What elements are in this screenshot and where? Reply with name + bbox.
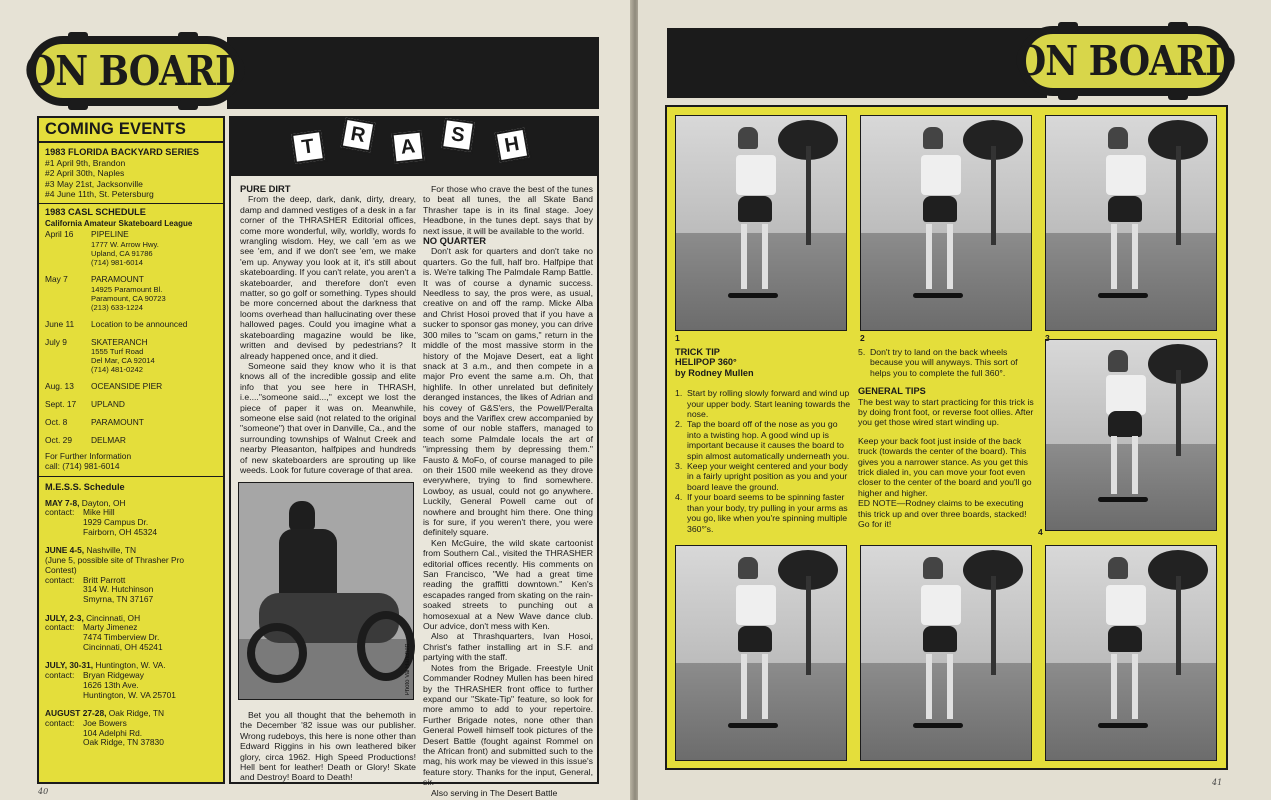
event-address: 1555 Turf Road: [91, 347, 144, 357]
casl-schedule: 1983 CASL SCHEDULE California Amateur Skateboard League April 16 PIPELINE 1777 W. Arrow Hwy. Upland, CA 91786 (714) 981-6014 May 7 PARAMOUNT 14925 Paramount Bl. Paramount, CA 90723 (213) 633-1224 June 11 Location to be announced July 9 SKATERANCH 1555 Turf Road Del Mar, CA 92014 (714) 481-0242 Aug. 13 OCEANSIDE PIER Sept. 17 UPLAND Oct. 8 PARAMOUNT Oct. 29 DELMAR For Further Information call: (714) 981-6014: [39, 204, 223, 477]
event-date: JULY, 30-31,: [45, 660, 94, 671]
contact-address: 1929 Campus Dr.: [83, 517, 149, 527]
page-number-left: 40: [38, 787, 49, 796]
event-place: Dayton, OH: [81, 497, 126, 508]
header-bar: [227, 37, 599, 109]
mess-event: [45, 499, 217, 538]
casl-event: [45, 320, 217, 330]
header-bar-right: [667, 28, 1047, 98]
event-date: Sept. 17: [45, 399, 77, 410]
event-name: PARAMOUNT: [91, 273, 144, 284]
contact-name: Britt Parrott: [83, 574, 126, 585]
contact-label: contact:: [45, 717, 75, 728]
photo-number-4: 4: [1038, 527, 1043, 537]
event-place: Nashville, TN: [86, 545, 137, 556]
mess-event: [45, 709, 217, 748]
on-board-logo-right: [1014, 26, 1236, 96]
mess-event: [45, 661, 217, 700]
sequence-photo-4: [1045, 339, 1217, 531]
event-name: Location to be announced: [91, 318, 188, 329]
event-address: 14925 Paramount Bl.: [91, 284, 163, 294]
left-page: [0, 0, 632, 800]
event-date: June 11: [45, 318, 75, 329]
event-date: MAY 7-8,: [45, 497, 80, 508]
trash-letter-tile: R: [341, 118, 376, 153]
trash-letter-tile: T: [291, 130, 325, 164]
event-address: Upland, CA 91786: [91, 248, 153, 258]
event-name: UPLAND: [91, 399, 125, 410]
event-address: (714) 981-6014: [91, 257, 143, 267]
event-date: Oct. 29: [45, 435, 72, 446]
trick-step: 2. Tap the board off of the nose as you go into a twisting hop. A good wind up is important because it causes the board to spin almost automatically underneath you.: [675, 419, 850, 461]
event-name: OCEANSIDE PIER: [91, 381, 163, 392]
event-date: July 9: [45, 336, 67, 347]
sequence-photo-2: [860, 115, 1032, 331]
logo-text-right: ON BOARD: [1014, 36, 1236, 86]
page-number-right: 41: [1212, 778, 1223, 787]
on-board-logo: [24, 36, 246, 106]
event-place: Huntington, W. VA.: [95, 660, 166, 671]
event-date: AUGUST 27-28,: [45, 708, 107, 719]
event-date: JUNE 4-5,: [45, 545, 85, 556]
event-place: Cincinnati, OH: [86, 612, 141, 623]
event-name: DELMAR: [91, 435, 126, 446]
event-name: PIPELINE: [91, 228, 129, 239]
event-date: JULY, 2-3,: [45, 612, 84, 623]
contact-name: Joe Bowers: [83, 717, 127, 728]
trash-col-1-bottom: Bet you all thought that the behemoth in the December '82 issue was our publisher. Wrong rudeboys, this here is none other than Edward Riggins in his own leathered biker glory, circa 1962. High Speed Productions! Hell bent for leather! Death or Glory! Skate and Destroy! Board to Death!: [240, 710, 416, 783]
mess-event: [45, 546, 217, 604]
contact-label: contact:: [45, 622, 75, 633]
trick-step: 3. Keep your weight centered and your body in a fairly upright position as you and your board leave the ground.: [675, 461, 848, 492]
contact-address: Cincinnati, OH 45241: [83, 641, 163, 652]
event-address: 1777 W. Arrow Hwy.: [91, 239, 159, 249]
photo-number-3: 3: [1045, 333, 1050, 343]
contact-address: 1626 13th Ave.: [83, 679, 139, 690]
casl-event: [45, 418, 217, 428]
trash-letter-tile: H: [495, 128, 530, 163]
event-address: (714) 481-0242: [91, 365, 143, 375]
trick-tip-steps: TRICK TIP HELIPOP 360° by Rodney Mullen 1. Start by rolling slowly forward and wind up your upper body. Start leaning towards the nose. 2. Tap the board off of the nose as you go into a twisting hop. A good wind up is important because it causes the board to spin almost automatically underneath you. 3. Keep your weight centered and your body in a fairly upright position as you and your board leave the ground. 4. If your board seems to be spinning faster than your body, try pulling in your arms as you go, like when you're spinning multiple 360°'s.: [675, 347, 851, 534]
sequence-photo-7: [1045, 545, 1217, 761]
coming-events-title: COMING EVENTS: [39, 118, 223, 143]
event-date: Aug. 13: [45, 381, 74, 392]
trash-col-1: PURE DIRT From the deep, dark, dank, dirty, dreary, damp and damned vestiges of a desk in a far corner of the THRASHER Editorial offices, come more wonderful, wily, worldly, words fo wrangling wisdom. Hey, we call 'em as we see 'em, and if we don't see 'em, we make 'em up. Anyway you look at it, it's still about skateboarding. If you can't relate, you aren't a skateboarder, and therefore don't even matter, so go golf or something. Types should be more concerned about the darkness that looms overhead than hallucinating over these hallowed pages. Could you imagine what a skateboarding magazine would be like, written and devised by pedestrians? It already happened once, and it died. Someone said they know who it is that knows all of the incredible gossip and elite info that you see here in THRASH, i.e...."someone said...," except we lost the piece of paper it was on. Meanwhile, someone else said (not related to the original "someone") that over in Danville, Ca., and the surrounding townships of Walnut Creek and nearby Pleasanton, halfpipes and hundreds of new skateboarders are sprouting up like weeds. Look for future coverage of that area.: [240, 183, 416, 475]
sequence-photo-3: [1045, 115, 1217, 331]
coming-events-sidebar: [37, 116, 225, 784]
event-name: SKATERANCH: [91, 336, 148, 347]
right-page: [638, 0, 1271, 800]
event-address: Paramount, CA 90723: [91, 293, 166, 303]
contact-label: contact:: [45, 574, 75, 585]
casl-event: [45, 382, 217, 392]
contact-name: Mike Hill: [83, 507, 115, 518]
contact-label: contact:: [45, 507, 75, 518]
contact-address: 314 W. Hutchinson: [83, 584, 154, 595]
contact-address: Huntington, W. VA 25701: [83, 689, 176, 700]
mess-event: [45, 614, 217, 653]
contact-address: 7474 Timberview Dr.: [83, 632, 160, 643]
contact-name: Marty Jimenez: [83, 622, 138, 633]
casl-event: [45, 338, 217, 375]
contact-label: contact:: [45, 670, 75, 681]
sequence-photo-1: [675, 115, 847, 331]
casl-event: [45, 230, 217, 267]
trick-step: 1. Start by rolling slowly forward and wind up your upper body. Start leaning towards the nose.: [675, 388, 851, 420]
event-date: May 7: [45, 273, 68, 284]
contact-address: Fairborn, OH 45324: [83, 526, 158, 537]
trash-col-2: For those who crave the best of the tunes to beat all tunes, the all Skate Band Thrasher tape is in its final stage. Joey Headbone, in the tunes dept. says that by next issue, it will be available to the world. NO QUARTER Don't ask for quarters and don't take no quarters. Go the full, half bro. Halfpipe that is. We're talking The Palmdale Ramp Battle. It was of course a dynamic success. Needless to say, the pros were, as usual, creative on and off the ramp. Micke Alba and Christ Hosoi proved that if you have a sucker to sponsor gas money, you can drive 300 miles to "scam on gams," return in the middle of the most massive storm in the history of the Mojave Desert, eat a light snack at 3 a.m., and then compete in a major Pro event the same a.m. Oh, that highlife. In other unrelated but definitely deranged instances, the likes of Adrian and his covey of G&S'ers, the Powell/Peralta boys and the Variflex crew accompanied by some of our noble staffers, managed to teach some Palmdale locals the art of "impressing them by depressing them." Fausto & MoFo, of course managed to pile on their 1500 mile weekend as they drove everywhere, trying to find somewhere. Lowboy, as usual, could not go anywhere. Luckily, General Powell came out of nowhere and brought him there. One thing is for sure, if you weren't there, you were definitely square. Ken McGuire, the wild skate cartoonist from Southern Cal., visited the THRASHER editorial offices recently. His comments on San Francisco, "We had a great time reading the graffitti downtown." Ken's escapades ranged from skating on the rain-soaked streets to punching out a homosexual at a New Wave dance club. Our advice, don't mess with Ken. Also at Thrashquarters, Ivan Hosoi, Christ's father installing art in S.F. and partying with the staff. Notes from the Brigade. Freestyle Unit Commander Rodney Mullen has been hired by the THRASHER front office to further expand our "Skate-Tip" feature, so look for more ammo to add to your repertoire. Further Brigade notes, none other than General Powell himself took pictures of the Desert Battle (fought against Rommel on the African front) and submitted such to the mag, his work may be viewed in this issue's feature story. Thanks for the input, General, sir. Also serving in The Desert Battle: [423, 184, 593, 798]
casl-event: [45, 400, 217, 410]
photo-number-2: 2: [860, 333, 865, 343]
event-date: April 16: [45, 228, 74, 239]
trick-step: 4. If your board seems to be spinning faster than your body, try pulling in your arms as you go, like when you're spinning multiple 360°'s.: [675, 492, 848, 534]
trash-article: [229, 116, 599, 798]
contact-address: Oak Ridge, TN 37830: [83, 737, 164, 748]
logo-text: ON BOARD: [24, 46, 246, 96]
casl-event: [45, 436, 217, 446]
contact-address: 104 Adelphi Rd.: [83, 727, 143, 738]
photo-number-1: 1: [675, 333, 680, 343]
sequence-photo-6: [860, 545, 1032, 761]
florida-series: 1983 FLORIDA BACKYARD SERIES #1 April 9th, Brandon #2 April 30th, Naples #3 May 21st, Jacksonville #4 June 11th, St. Petersburg: [39, 143, 223, 204]
mess-schedule: M.E.S.S. Schedule MAY 7-8, Dayton, OH contact: Mike Hill 1929 Campus Dr. Fairborn, OH 45324 JUNE 4-5, Nashville, TN (June 5, possible site of Thrasher Pro Contest) contact: Britt Parrott 314 W. Hutchinson Smyrna, TN 37167 JULY, 2-3, Cincinnati, OH contact: Marty Jimenez 7474 Timberview Dr. Cincinnati, OH 45241 JULY, 30-31, Huntington, W. VA. contact: Bryan Ridgeway 1626 13th Ave. Huntington, W. VA 25701 AUGUST 27-28, Oak Ridge, TN contact: Joe Bowers 104 Adelphi Rd. Oak Ridge, TN 37830: [39, 477, 223, 761]
trash-letter-tile: S: [441, 118, 475, 152]
event-date: Oct. 8: [45, 417, 68, 428]
event-name: PARAMOUNT: [91, 417, 144, 428]
event-note: (June 5, possible site of Thrasher Pro Contest): [45, 555, 185, 575]
contact-address: Smyrna, TN 37167: [83, 593, 154, 604]
event-address: (213) 633-1224: [91, 302, 143, 312]
general-tips: 5. Don't try to land on the back wheels because you will anyways. This sort of helps you to complete the full 360°. GENERAL TIPS The best way to start practicing for this trick is by doing front foot, or reverse foot ollies. After you get those wired start winding up. Keep your back foot just inside of the back truck (towards the center of the board). This gives you a narrower stance. As you get this trick dialed in, you can move your foot even closer to the center of the board and you'll go higher and higher. ED NOTE—Rodney claims to be executing this trick up and over three boards, stacked! Go for it!: [858, 347, 1034, 530]
contact-name: Bryan Ridgeway: [83, 670, 144, 681]
photo-credit: Photo Val Hanchett: [405, 643, 411, 695]
event-address: Del Mar, CA 92014: [91, 356, 155, 366]
trash-letter-tile: A: [392, 131, 425, 164]
event-place: Oak Ridge, TN: [108, 708, 165, 719]
sequence-photo-5: [675, 545, 847, 761]
biker-photo: [238, 482, 414, 700]
casl-event: [45, 275, 217, 312]
trick-tip-panel: [665, 105, 1228, 770]
